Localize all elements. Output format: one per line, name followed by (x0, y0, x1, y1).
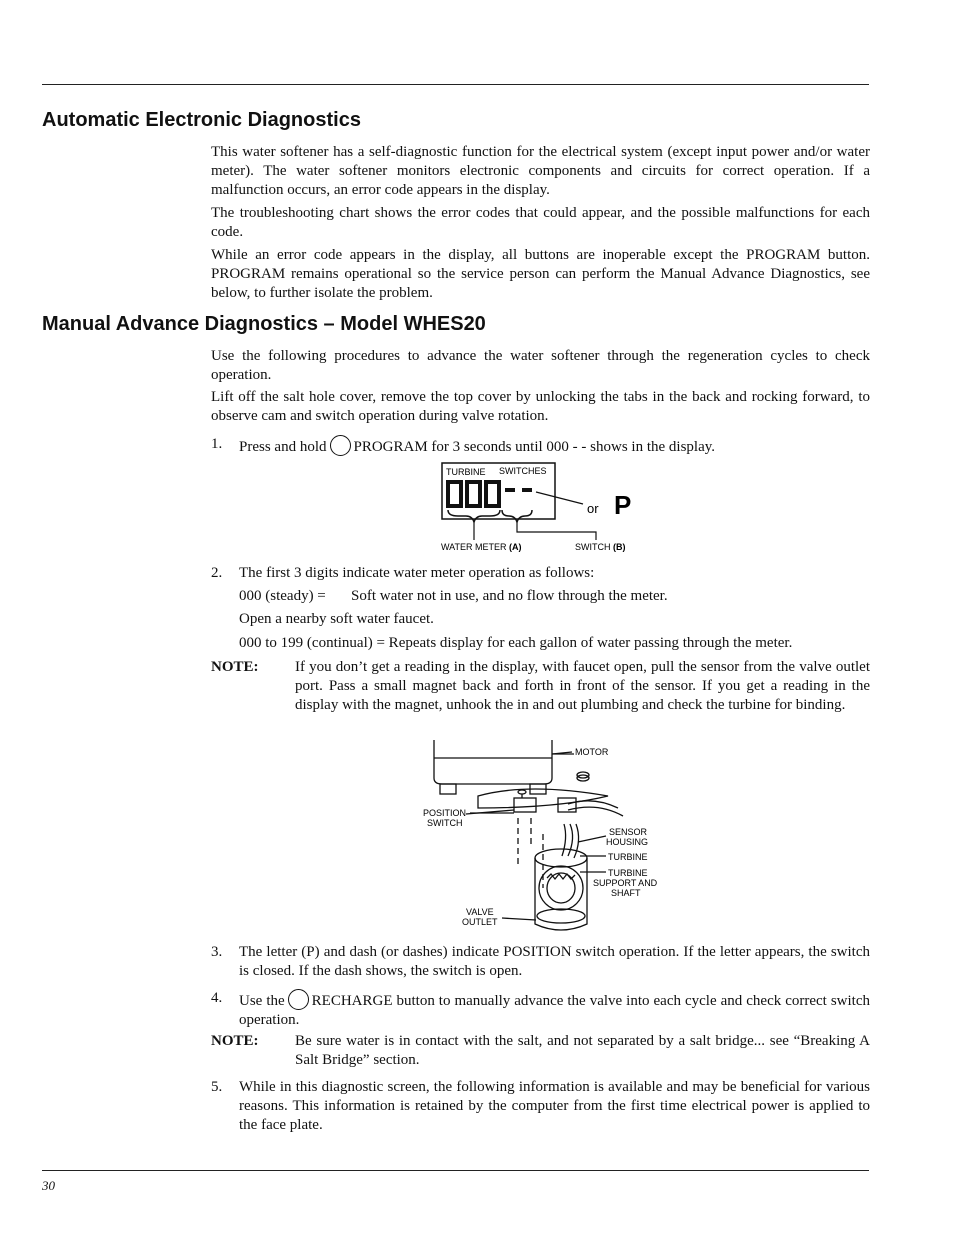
manual-paragraph-1: Use the following procedures to advance the water softener through the regeneration cycles to check operation. (211, 348, 870, 383)
item-2-number: 2. (211, 565, 223, 581)
item-2-text: The first 3 digits indicate water meter operation as follows: (239, 565, 595, 581)
item-4-number: 4. (211, 990, 223, 1006)
item-1-text-after: PROGRAM for 3 seconds until 000 - - shows in the display. (353, 439, 716, 455)
p-letter: P (614, 490, 632, 520)
switch-label: SWITCH (B) (575, 542, 626, 552)
outlet-label: OUTLET (462, 917, 498, 927)
display-diagram (436, 460, 651, 555)
item-3-text: The letter (P) and dash (or dashes) indicate POSITION switch operation. If the letter appears, the switch is closed. If the dash shows, the switch is open. (239, 944, 870, 979)
valve-label: VALVE (466, 907, 494, 917)
brace-a (448, 510, 500, 522)
valve-diagram (418, 738, 668, 933)
note-1-text: If you don’t get a reading in the display, with faucet open, pull the sensor from the valve outlet port. Pass a small magnet back and forth in front of the sensor. If you get a reading in the display with the magnet, unhook the in and out plumbing and check the turbine for binding. (295, 659, 870, 713)
auto-paragraph-1: This water softener has a self-diagnostic function for the electrical system (except input power and/or water meter). The water softener monitors electronic components and circuits for correct operation. If a malfunction occurs, an error code appears in the display. (211, 144, 870, 198)
item-5-text: While in this diagnostic screen, the following information is available and may be beneficial for various reasons. This information is retained by the computer from the first time electrical power is applied to the face plate. (239, 1079, 870, 1133)
position-switch-label: SWITCH (427, 818, 463, 828)
position-label: POSITION (423, 808, 467, 818)
motor-label: MOTOR (575, 747, 609, 757)
pointer-line (536, 492, 583, 504)
housing-label: HOUSING (606, 837, 649, 847)
item-5-number: 5. (211, 1079, 223, 1095)
page-number: 30 (42, 1178, 55, 1193)
support-and-label: SUPPORT AND (593, 878, 658, 888)
item-1 (239, 435, 870, 457)
auto-paragraph-3: While an error code appears in the display, all buttons are inoperable except the PROGRAM button. PROGRAM remains operational so the service person can perform the Manual Advance Diagnostics, see below, to further isolate the problem. (211, 247, 870, 301)
turbine-support-label: TURBINE (608, 868, 648, 878)
footer-rule (42, 1170, 869, 1171)
item-4-text-after: RECHARGE button to manually advance the valve into each cycle and check correct switch operation. (239, 993, 870, 1028)
section-title-automatic-diagnostics: Automatic Electronic Diagnostics (42, 109, 361, 131)
section-title-manual-diagnostics: Manual Advance Diagnostics – Model WHES20 (42, 313, 486, 335)
recharge-button-icon (288, 989, 309, 1010)
item-1-number: 1. (211, 436, 223, 452)
auto-paragraph-2: The troubleshooting chart shows the error codes that could appear, and the possible malfunctions for each code. (211, 205, 870, 240)
item-1-text-before: Press and hold (239, 439, 327, 455)
note-2-text: Be sure water is in contact with the salt, and not separated by a salt bridge... see “Breaking A Salt Bridge” section. (295, 1033, 870, 1068)
manual-paragraph-2: Lift off the salt hole cover, remove the top cover by unlocking the tabs in the back and rocking forward, to observe cam and switch operation during valve rotation. (211, 389, 870, 424)
item-2-faucet: Open a nearby soft water faucet. (239, 611, 434, 627)
item-4-text-before: Use the (239, 993, 285, 1009)
item-2-continual: 000 to 199 (continual) = Repeats display for each gallon of water passing through the meter. (239, 635, 793, 651)
note-1-label: NOTE: (211, 659, 259, 675)
turbine-label: TURBINE (608, 852, 648, 862)
sensor-label: SENSOR (609, 827, 648, 837)
item-2-steady-label: 000 (steady) = (239, 588, 326, 604)
item-3-number: 3. (211, 944, 223, 960)
water-meter-label: WATER METER (A) (441, 542, 522, 552)
switches-label: SWITCHES (499, 466, 547, 476)
note-2-label: NOTE: (211, 1033, 259, 1049)
or-label: or (587, 501, 599, 516)
program-button-icon (330, 435, 351, 456)
item-4 (239, 989, 870, 1030)
item-2-steady-text: Soft water not in use, and no flow through the meter. (351, 588, 668, 604)
header-rule (42, 84, 869, 85)
display-digits (448, 482, 532, 506)
brace-b (502, 510, 532, 522)
shaft-label: SHAFT (611, 888, 641, 898)
turbine-label: TURBINE (446, 467, 486, 477)
